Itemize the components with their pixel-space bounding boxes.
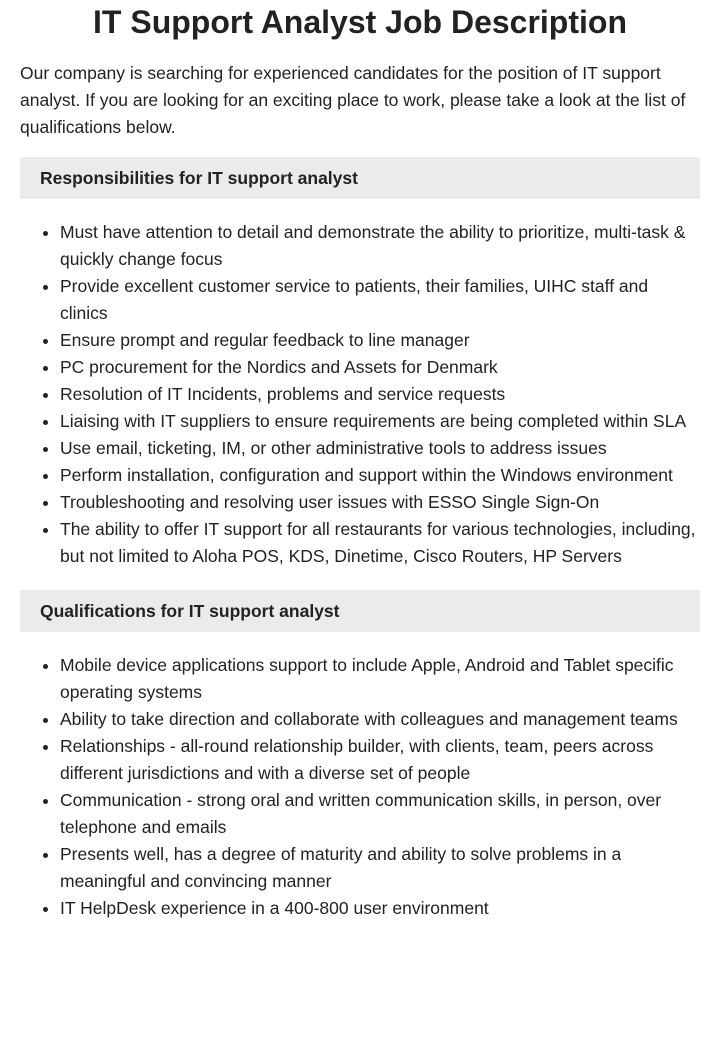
list-item: • PC procurement for the Nordics and Assets for Denmark [60,354,700,381]
list-item: • Presents well, has a degree of maturity and ability to solve problems in a meaningful and convincing manner [60,841,700,895]
qualifications-list [20,652,700,922]
list-item: • Resolution of IT Incidents, problems and service requests [60,381,700,408]
list-item: • Communication - strong oral and written communication skills, in person, over telephone and emails [60,787,700,841]
intro-paragraph: Our company is searching for experienced candidates for the position of IT support analyst. If you are looking for an exciting place to work, please take a look at the list of qualifications below. [20,63,686,137]
list-item: • Mobile device applications support to include Apple, Android and Tablet specific operating systems [60,652,700,706]
page-title: IT Support Analyst Job Description [93,4,627,40]
list-item: • The ability to offer IT support for all restaurants for various technologies, including, but not limited to Aloha POS, KDS, Dinetime, Cisco Routers, HP Servers [60,516,700,570]
list-item: • Troubleshooting and resolving user issues with ESSO Single Sign-On [60,489,700,516]
responsibilities-list [20,219,700,570]
list-item: • Ability to take direction and collaborate with colleagues and management teams [60,706,700,733]
list-item: • IT HelpDesk experience in a 400-800 user environment [60,895,700,922]
list-item: • Ensure prompt and regular feedback to line manager [60,327,700,354]
list-item: • Liaising with IT suppliers to ensure requirements are being completed within SLA [60,408,700,435]
list-item: • Use email, ticketing, IM, or other administrative tools to address issues [60,435,700,462]
list-item: • Perform installation, configuration and support within the Windows environment [60,462,700,489]
list-item: • Provide excellent customer service to patients, their families, UIHC staff and clinics [60,273,700,327]
section-heading-responsibilities: Responsibilities for IT support analyst [20,157,700,199]
list-item: • Relationships - all-round relationship builder, with clients, team, peers across different jurisdictions and with a diverse set of people [60,733,700,787]
list-item: • Must have attention to detail and demonstrate the ability to prioritize, multi-task & quickly change focus [60,219,700,273]
section-heading-qualifications: Qualifications for IT support analyst [20,590,700,632]
